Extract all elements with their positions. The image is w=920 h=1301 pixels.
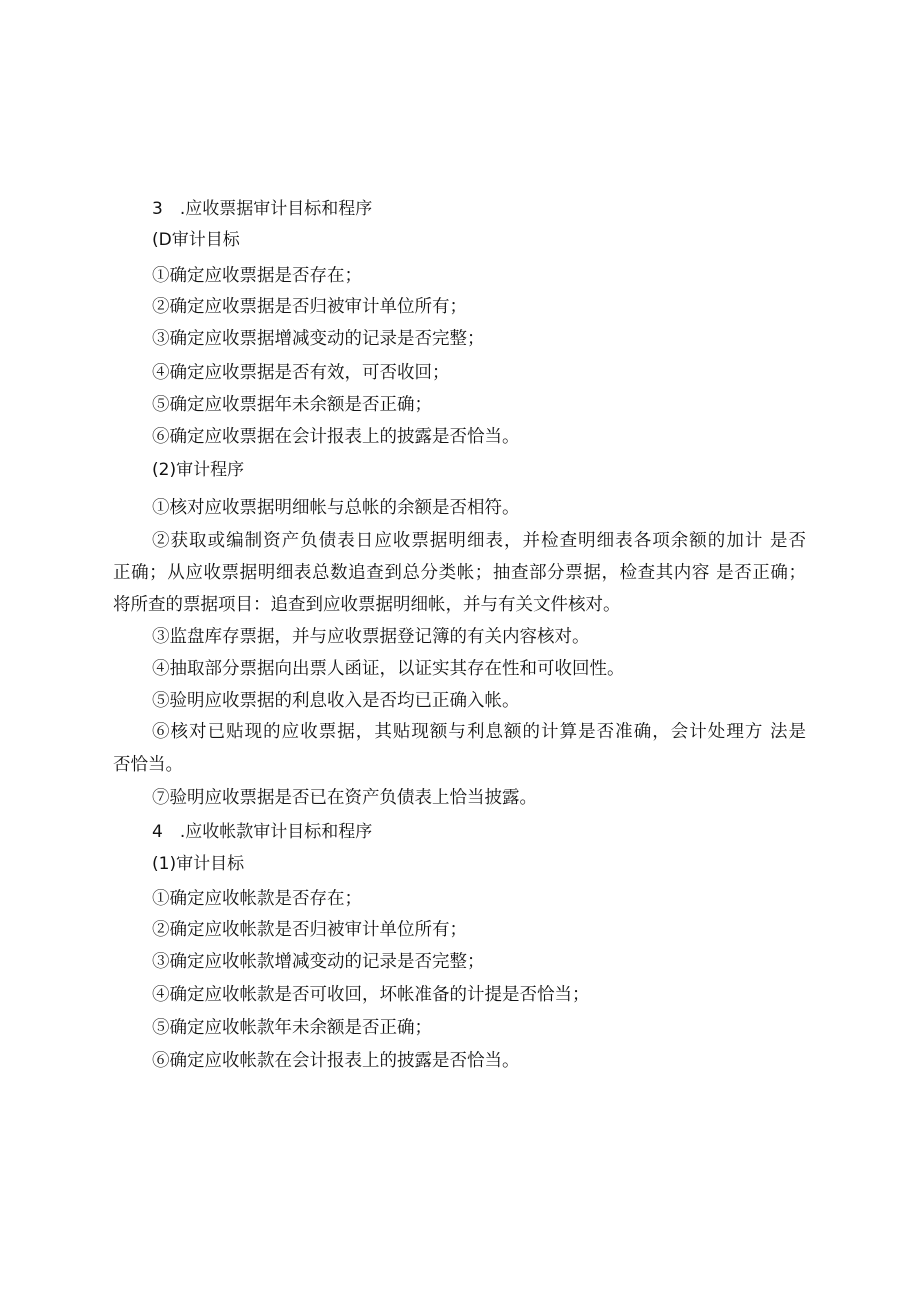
section-3-goal-1: ①确定应收票据是否存在； xyxy=(152,266,362,286)
section-3-procedure-1: ①核对应收票据明细帐与总帐的余额是否相符。 xyxy=(152,498,520,518)
section-4-goal-2: ②确定应收帐款是否归被审计单位所有； xyxy=(152,920,467,940)
section-3-procedure-2-line-3: 将所查的票据项目：追查到应收票据明细帐，并与有关文件核对。 xyxy=(113,595,621,615)
section-4-goals-heading: (1)审计目标 xyxy=(152,854,245,874)
section-3-procedure-2-line-2-wrap xyxy=(113,561,806,585)
section-4-heading: 4 .应收帐款审计目标和程序 xyxy=(152,822,373,842)
section-3-goal-4: ④确定应收票据是否有效，可否收回； xyxy=(152,363,450,383)
section-3-procedure-3: ③监盘库存票据，并与应收票据登记簿的有关内容核对。 xyxy=(152,627,590,647)
section-3-procedure-2-line-1-wrap xyxy=(152,529,806,553)
section-3-goal-3: ③确定应收票据增减变动的记录是否完整； xyxy=(152,329,485,349)
section-3-goal-5: ⑤确定应收票据年未余额是否正确； xyxy=(152,395,432,415)
section-4-goal-1: ①确定应收帐款是否存在； xyxy=(152,889,362,909)
section-3-procedure-6-line-1: ⑥核对已贴现的应收票据，其贴现额与利息额的计算是否准确，会计处理方 法是 xyxy=(152,722,806,742)
section-3-goal-2: ②确定应收票据是否归被审计单位所有； xyxy=(152,297,467,317)
section-3-procedure-7: ⑦验明应收票据是否已在资产负债表上恰当披露。 xyxy=(152,788,537,808)
section-3-heading: 3 .应收票据审计目标和程序 xyxy=(152,199,373,219)
section-3-procedure-2-line-1: ②获取或编制资产负债表日应收票据明细表，并检查明细表各项余额的加计 是否 xyxy=(152,531,806,551)
section-3-goals-heading: (D审计目标 xyxy=(152,230,240,250)
section-4-goal-4: ④确定应收帐款是否可收回，坏帐准备的计提是否恰当； xyxy=(152,985,590,1005)
section-3-procedure-2-line-2: 正确；从应收票据明细表总数追查到总分类帐；抽查部分票据，检查其内容 是否正确； xyxy=(113,563,806,583)
section-3-procedure-5: ⑤验明应收票据的利息收入是否均已正确入帐。 xyxy=(152,691,520,711)
section-4-goal-5: ⑤确定应收帐款年未余额是否正确； xyxy=(152,1018,432,1038)
section-4-goal-3: ③确定应收帐款增减变动的记录是否完整； xyxy=(152,952,485,972)
section-4-goal-6: ⑥确定应收帐款在会计报表上的披露是否恰当。 xyxy=(152,1051,520,1071)
section-3-procedure-6-line-2: 否恰当。 xyxy=(113,755,183,775)
section-3-procedure-6-line-1-wrap xyxy=(152,720,806,744)
section-3-goal-6: ⑥确定应收票据在会计报表上的披露是否恰当。 xyxy=(152,427,520,447)
section-3-procedure-4: ④抽取部分票据向出票人函证，以证实其存在性和可收回性。 xyxy=(152,659,625,679)
section-3-procedures-heading: (2)审计程序 xyxy=(152,460,245,480)
